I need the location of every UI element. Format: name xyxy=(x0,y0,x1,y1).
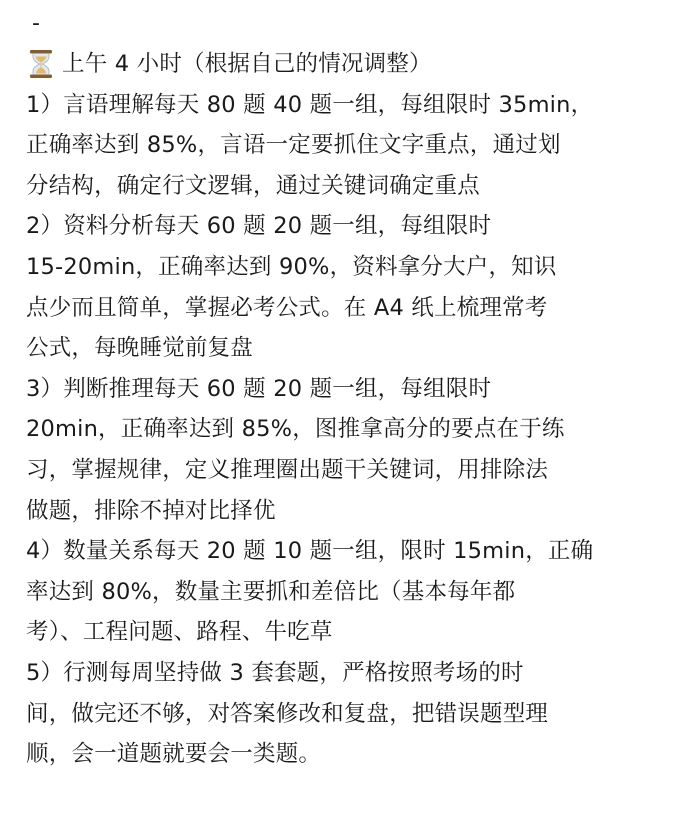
dash-mark: - xyxy=(32,11,40,36)
text-line: 5）行测每周坚持做 3 套套题，严格按照考场的时 xyxy=(26,659,524,686)
text-line: 1）言语理解每天 80 题 40 题一组，每组限时 35min， xyxy=(26,91,594,118)
heading-text: 上午 4 小时（根据自己的情况调整） xyxy=(62,51,432,77)
text-line: 点少而且简单，掌握必考公式。在 A4 纸上梳理常考 xyxy=(26,294,548,321)
text-line: 间，做完还不够，对答案修改和复盘，把错误题型理 xyxy=(26,700,549,727)
hourglass-icon xyxy=(28,49,54,79)
text-line: 15-20min，正确率达到 90%，资料拿分大户，知识 xyxy=(26,253,557,280)
text-line: 正确率达到 85%，言语一定要抓住文字重点，通过划 xyxy=(26,132,561,159)
text-line: 20min，正确率达到 85%，图推拿高分的要点在于练 xyxy=(26,416,565,443)
text-line: 习，掌握规律，定义推理圈出题干关键词，用排除法 xyxy=(26,456,549,483)
text-line: 公式，每晚睡觉前复盘 xyxy=(26,335,254,362)
text-line: 做题，排除不掉对比择优 xyxy=(26,497,276,524)
text-line: 顺，会一道题就要会一类题。 xyxy=(26,741,322,768)
text-line: 考）、工程问题、路程、牛吃草 xyxy=(26,619,333,646)
text-line: 分结构，确定行文逻辑，通过关键词确定重点 xyxy=(26,172,481,199)
text-line: 率达到 80%，数量主要抓和差倍比（基本每年都 xyxy=(26,578,516,605)
text-line: 4）数量关系每天 20 题 10 题一组，限时 15min，正确 xyxy=(26,538,594,565)
text-line: 2）资料分析每天 60 题 20 题一组，每组限时 xyxy=(26,213,492,240)
text-line: 3）判断推理每天 60 题 20 题一组，每组限时 xyxy=(26,375,492,402)
heading-line xyxy=(26,44,666,85)
